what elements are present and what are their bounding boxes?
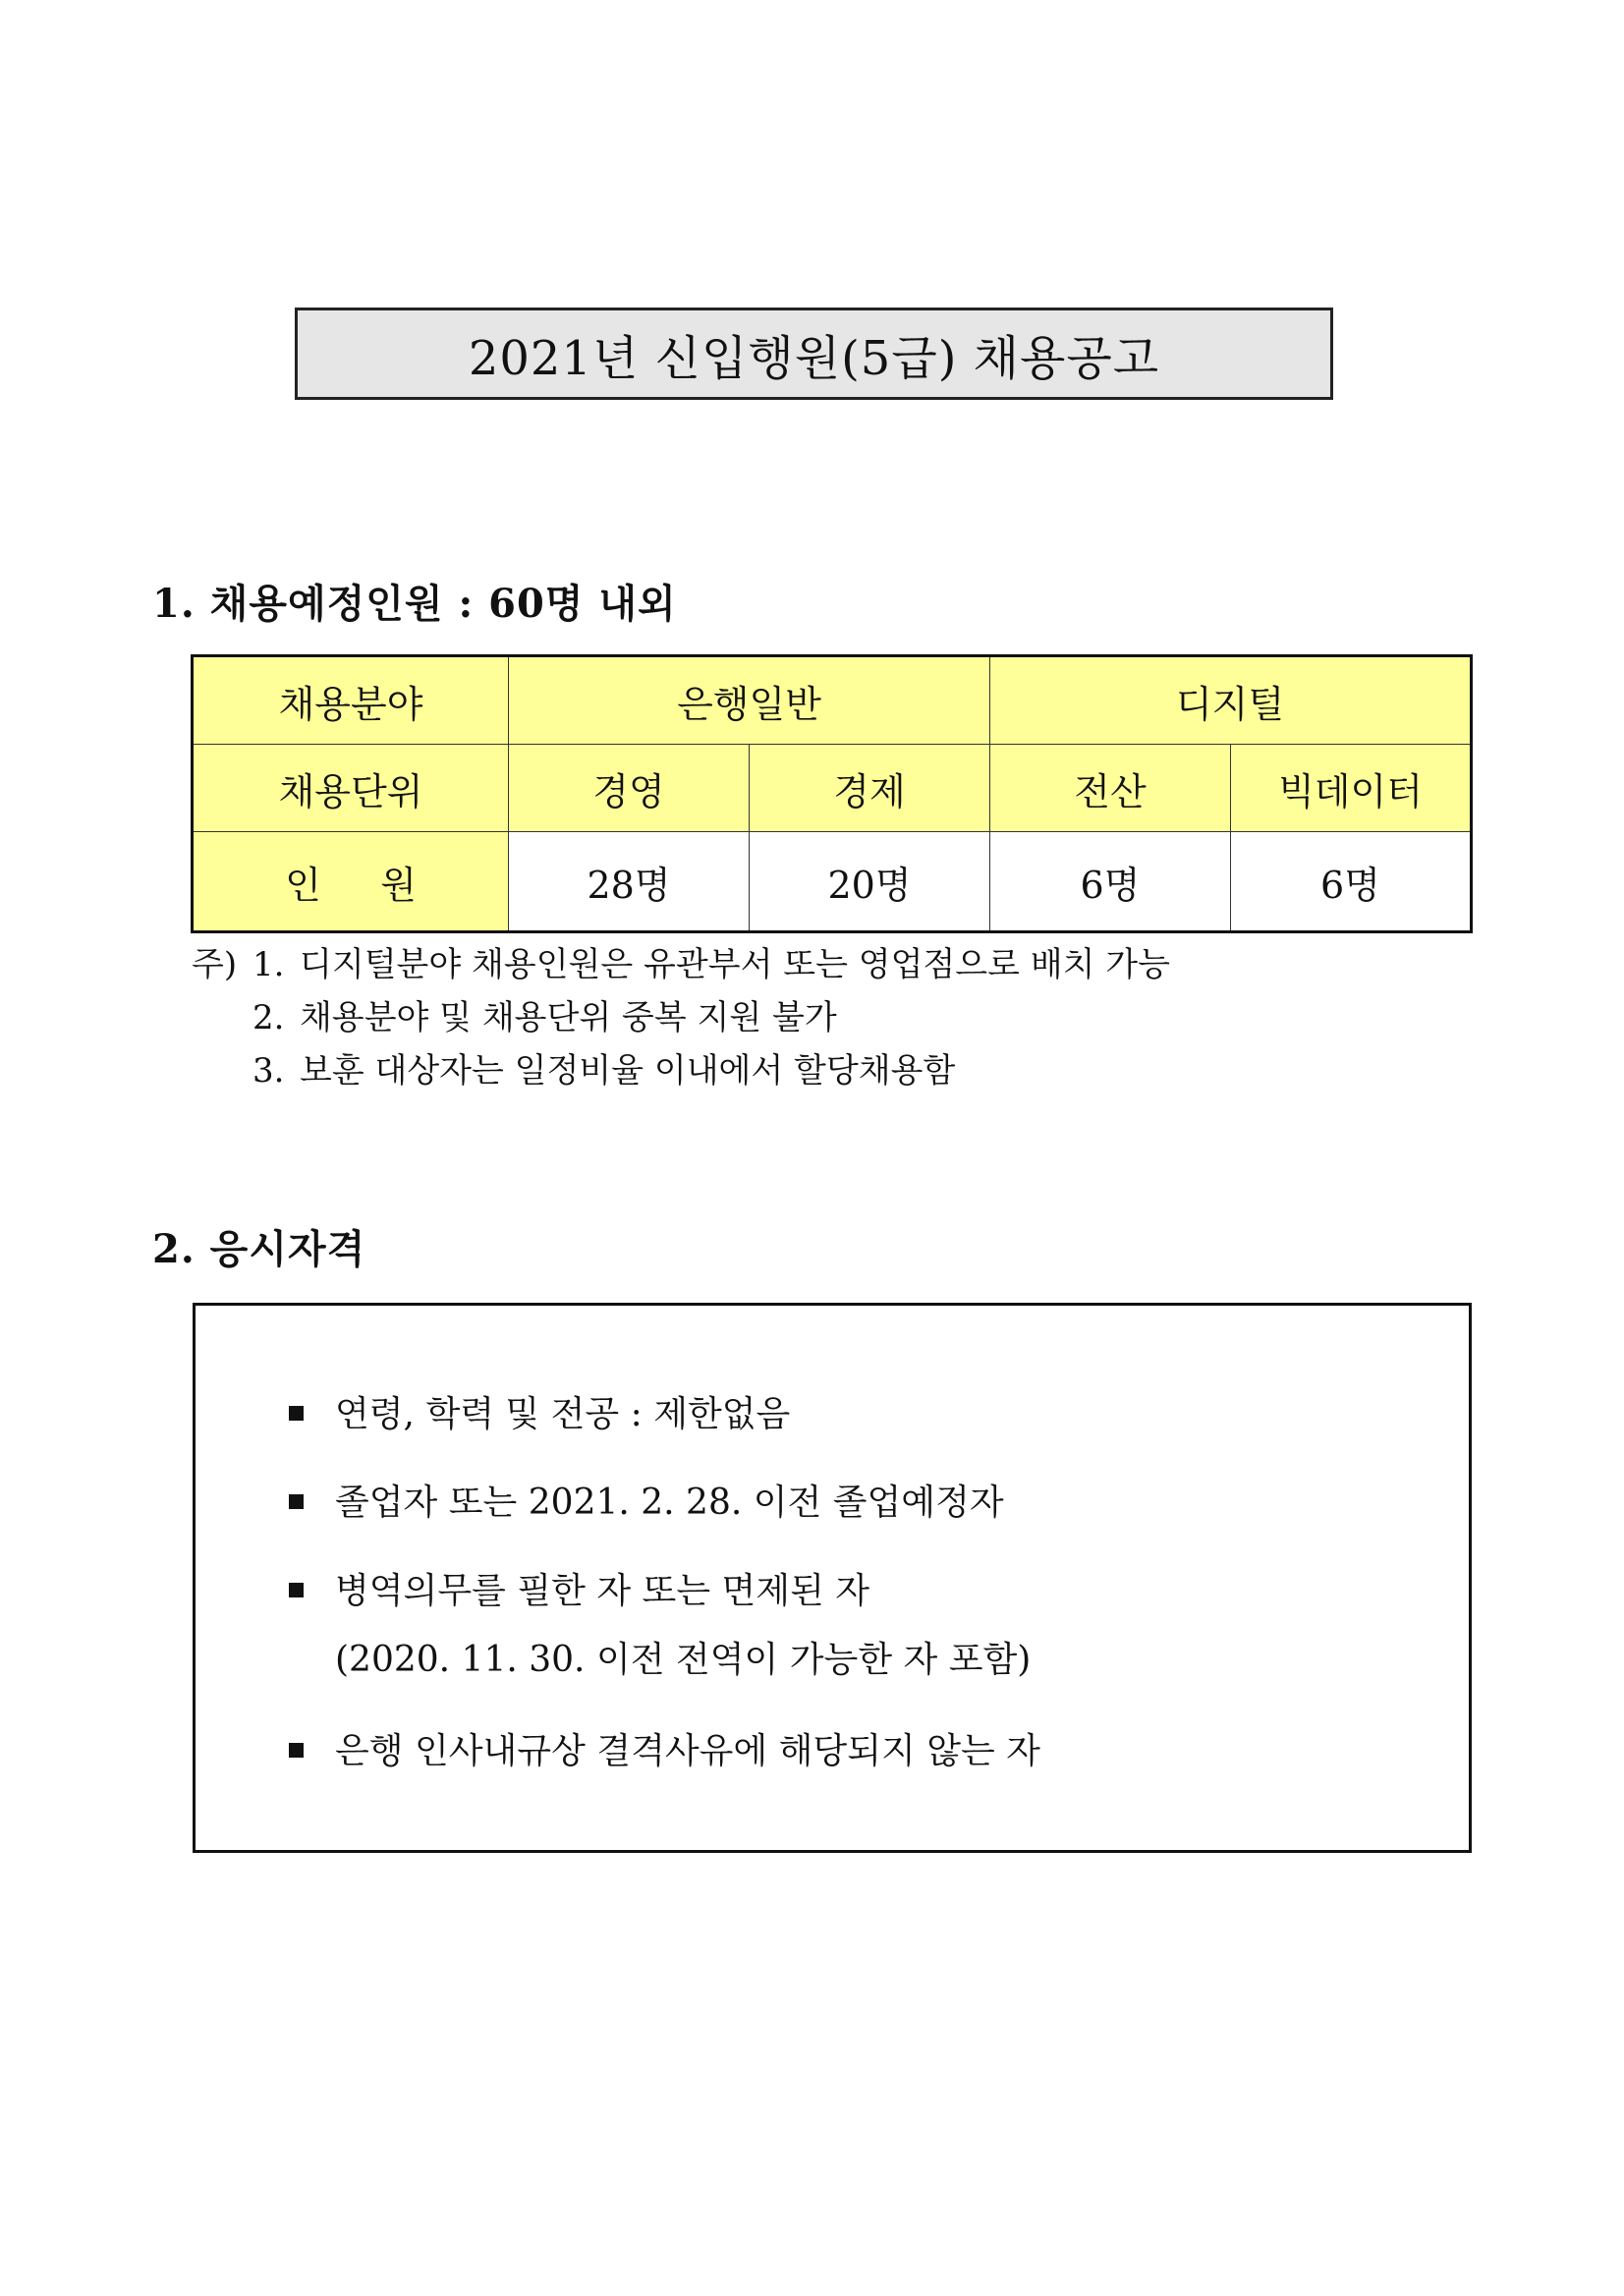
- table-row: [193, 832, 1472, 932]
- count-management: 28명: [509, 832, 750, 932]
- section-heading-recruit-count: 1. 채용예정인원 : 60명 내외: [152, 581, 677, 627]
- square-bullet-icon: [289, 1583, 304, 1597]
- note-item: [192, 938, 1170, 991]
- note-item: [192, 991, 1170, 1044]
- note-text: 보훈 대상자는 일정비율 이내에서 할당채용함: [300, 1051, 956, 1091]
- qualification-text: 병역의무를 필한 자 또는 면제된 자: [335, 1571, 870, 1611]
- qualification-text: 졸업자 또는 2021. 2. 28. 이전 졸업예정자: [335, 1483, 1004, 1523]
- list-item: [289, 1723, 1040, 1773]
- qualification-text: 은행 인사내규상 결격사유에 해당되지 않는 자: [335, 1731, 1040, 1771]
- qualifications-box: [193, 1303, 1472, 1853]
- unit-big-data: 빅데이터: [1231, 745, 1472, 832]
- recruitment-table: [191, 654, 1473, 933]
- qualification-subtext: (2020. 11. 30. 이전 전역이 가능한 자 포함): [335, 1640, 1032, 1680]
- table-row: [193, 656, 1472, 745]
- unit-management: 경영: [509, 745, 750, 832]
- table-row: [193, 745, 1472, 832]
- count-computing: 6명: [990, 832, 1231, 932]
- count-economics: 20명: [750, 832, 990, 932]
- field-general-banking: 은행일반: [509, 656, 990, 745]
- list-item: [289, 1563, 869, 1613]
- square-bullet-icon: [289, 1494, 304, 1509]
- row-label-headcount: 인 원: [193, 832, 509, 932]
- table-notes: [192, 938, 1170, 1097]
- note-item: [192, 1044, 1170, 1097]
- note-number: 3.: [252, 1051, 285, 1091]
- unit-computing: 전산: [990, 745, 1231, 832]
- field-digital: 디지털: [990, 656, 1472, 745]
- qualification-text: 연령, 학력 및 전공 : 제한없음: [335, 1394, 791, 1434]
- square-bullet-icon: [289, 1743, 304, 1758]
- square-bullet-icon: [289, 1406, 304, 1421]
- row-label-field: 채용분야: [193, 656, 509, 745]
- note-prefix: 주): [192, 945, 238, 984]
- page-title: 2021년 신입행원(5급) 채용공고: [295, 308, 1333, 400]
- note-text: 디지털분야 채용인원은 유관부서 또는 영업점으로 배치 가능: [300, 945, 1170, 984]
- note-number: 1.: [252, 945, 285, 984]
- note-number: 2.: [252, 998, 285, 1037]
- section-heading-qualifications: 2. 응시자격: [152, 1226, 366, 1272]
- list-item: [289, 1386, 790, 1436]
- unit-economics: 경제: [750, 745, 990, 832]
- row-label-unit: 채용단위: [193, 745, 509, 832]
- list-item: [289, 1475, 1004, 1525]
- note-text: 채용분야 및 채용단위 중복 지원 불가: [300, 998, 837, 1037]
- count-big-data: 6명: [1231, 832, 1472, 932]
